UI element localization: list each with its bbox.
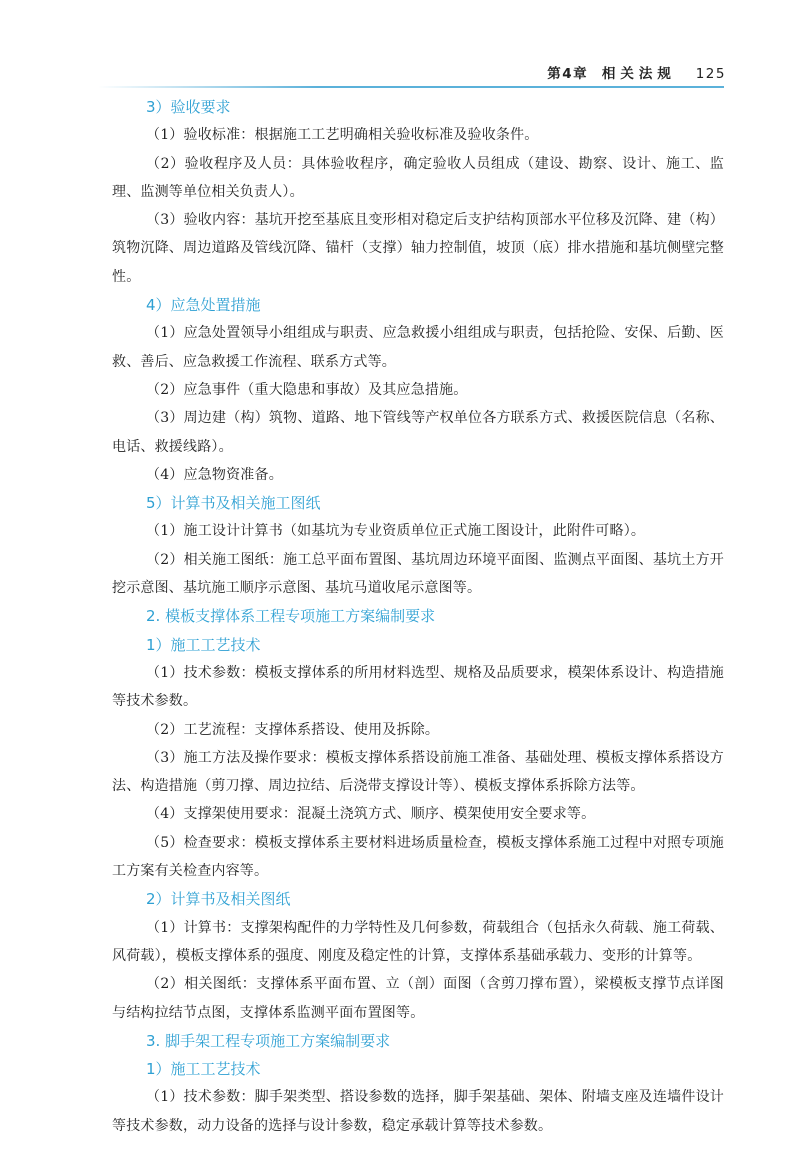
section-heading: 4）应急处置措施 [146,296,261,315]
paragraph: （1）技术参数：脚手架类型、搭设参数的选择，脚手架基础、架体、附墙支座及连墙件设计等技术参数，动力设备的选择与设计参数，稳定承载计算等技术参数。 [112,1089,724,1134]
paragraph: （1）应急处置领导小组组成与职责、应急救援小组组成与职责，包括抢险、安保、后勤、医救、善后、应急救援工作流程、联系方式等。 [112,325,724,370]
paragraph: （1）验收标准：根据施工工艺明确相关验收标准及验收条件。 [146,127,539,144]
section-heading: 2）计算书及相关图纸 [146,890,291,909]
section-heading: 3）验收要求 [146,98,231,116]
paragraph: （3）周边建（构）筑物、道路、地下管线等产权单位各方联系方式、救援医院信息（名称、电话、救援线路）。 [112,410,724,455]
chapter-label: 第4章 [547,66,589,82]
paragraph: （1）施工设计计算书（如基坑为专业资质单位正式施工图设计，此附件可略）。 [146,523,646,540]
paragraph: （2）验收程序及人员：具体验收程序，确定验收人员组成（建设、勘察、设计、施工、监理、监测等单位相关负责人）。 [112,155,724,200]
paragraph: （4）支撑架使用要求：混凝土浇筑方式、顺序、模架使用安全要求等。 [146,806,596,823]
section-heading: 1）施工工艺技术 [146,1060,261,1079]
paragraph: （1）技术参数：模板支撑体系的所用材料选型、规格及品质要求，模架体系设计、构造措施等技术参数。 [112,664,724,710]
paragraph: （3）验收内容：基坑开挖至基底且变形相对稳定后支护结构顶部水平位移及沉降、建（构）筑物沉降、周边道路及管线沉降、锚杆（支撑）轴力控制值，坡顶（底）排水措施和基坑侧壁完整性。 [112,212,724,285]
paragraph: （3）施工方法及操作要求：模板支撑体系搭设前施工准备、基础处理、模板支撑体系搭设方法、构造措施（剪刀撑、周边拉结、后浇带支撑设计等）、模板支撑体系拆除方法等。 [112,749,724,795]
paragraph: （5）检查要求：模板支撑体系主要材料进场质量检查，模板支撑体系施工过程中对照专项施工方案有关检查内容等。 [112,834,724,880]
paragraph: （2）应急事件（重大隐患和事故）及其应急措施。 [146,381,468,398]
header-rule [98,86,724,88]
section-heading: 3. 脚手架工程专项施工方案编制要求 [146,1031,391,1050]
paragraph: （2）相关施工图纸：施工总平面布置图、基坑周边环境平面图、监测点平面图、基坑土方开挖示意图、基坑施工顺序示意图、基坑马道收尾示意图等。 [112,551,724,597]
paragraph: （1）计算书：支撑架构配件的力学特性及几何参数，荷载组合（包括永久荷载、施工荷载、风荷载），模板支撑体系的强度、刚度及稳定性的计算，支撑体系基础承载力、变形的计算等。 [112,919,724,964]
paragraph: （4）应急物资准备。 [146,466,283,483]
section-heading: 1）施工工艺技术 [146,635,261,654]
section-heading: 5）计算书及相关施工图纸 [146,494,321,513]
page-body [112,93,724,1140]
section-heading: 2. 模板支撑体系工程专项施工方案编制要求 [146,607,436,626]
paragraph: （2）相关图纸：支撑体系平面布置、立（剖）面图（含剪刀撑布置），梁模板支撑节点详图与结构拉结节点图，支撑体系监测平面布置图等。 [112,976,724,1021]
page-header [0,0,800,92]
paragraph: （2）工艺流程：支撑体系搭设、使用及拆除。 [146,721,440,738]
running-head [547,62,726,82]
page-number: 125 [695,66,726,82]
chapter-title: 相关法规 [601,66,676,82]
